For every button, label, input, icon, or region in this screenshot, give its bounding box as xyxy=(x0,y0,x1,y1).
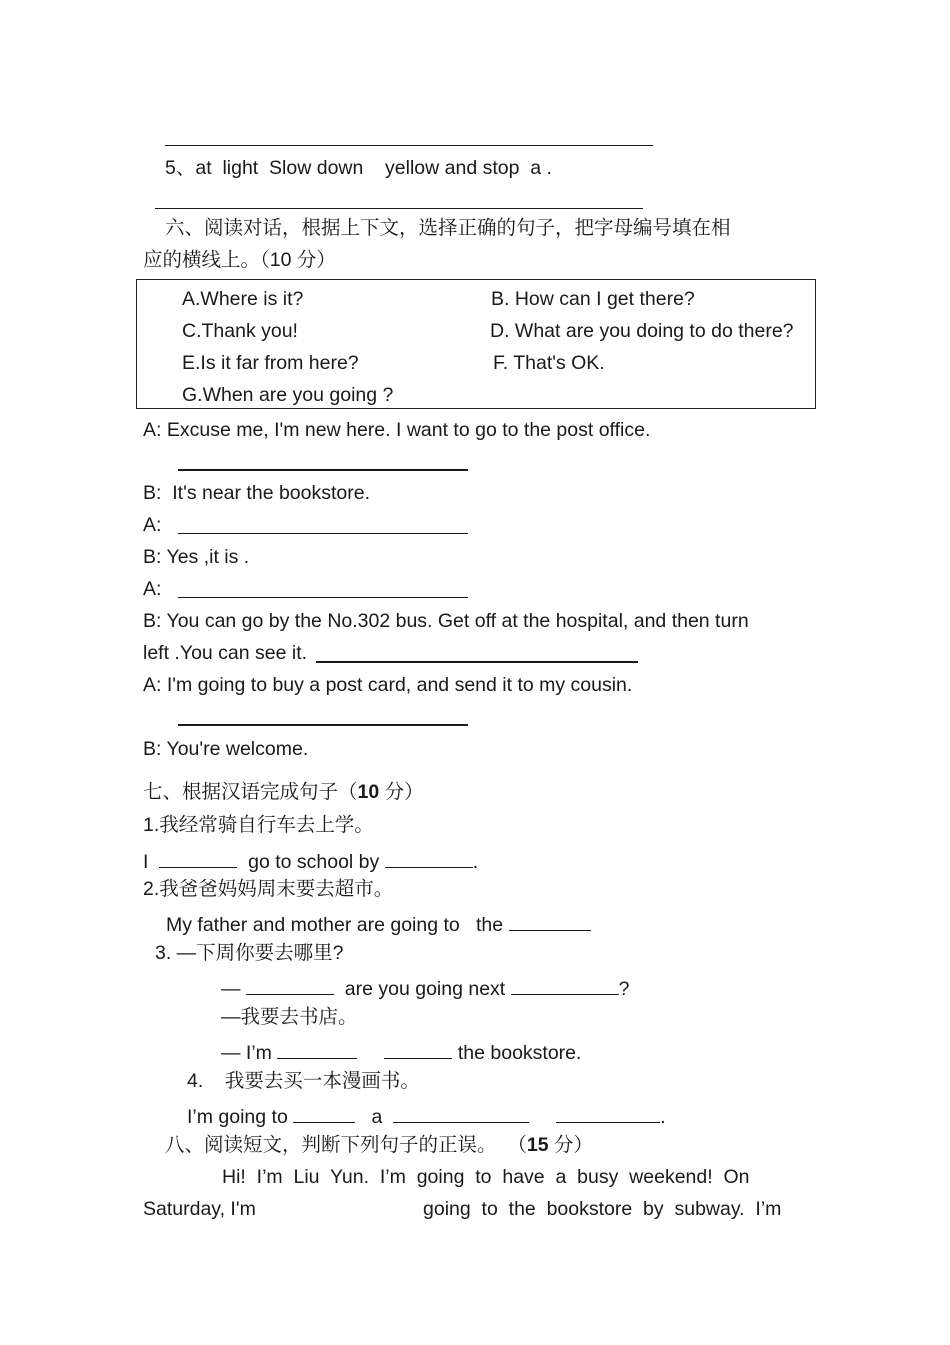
q3-blank-1[interactable] xyxy=(246,976,334,995)
q4-blank-3[interactable] xyxy=(556,1104,660,1123)
answer-line-4 xyxy=(165,145,653,146)
dialog-line-3: A: xyxy=(143,514,162,536)
q1-blank-2[interactable] xyxy=(385,849,473,868)
q3-answer-blank-1[interactable] xyxy=(277,1040,357,1059)
answer-blank-2[interactable] xyxy=(178,533,468,534)
item-5-text: 5、at light Slow down yellow and stop a . xyxy=(165,157,552,179)
passage-line-1: Hi! I’m Liu Yun. I’m going to have a busy weekend! On xyxy=(222,1166,750,1188)
q1-english: I go to school by . xyxy=(143,851,479,873)
q4-chinese: 4. 我要去买一本漫画书。 xyxy=(187,1070,420,1092)
answer-line-5 xyxy=(155,208,643,209)
option-c: C.Thank you! xyxy=(182,320,298,342)
option-d: D. What are you doing to do there? xyxy=(490,320,794,342)
passage-line-2a: Saturday, I'm xyxy=(143,1198,256,1220)
q4-blank-1[interactable] xyxy=(293,1104,355,1123)
q3-blank-2[interactable] xyxy=(511,976,619,995)
answer-blank-4[interactable] xyxy=(316,661,638,663)
section-7-heading: 七、根据汉语完成句子（10 分） xyxy=(143,781,424,803)
dialog-line-4: B: Yes ,it is . xyxy=(143,546,250,568)
q3-chinese: 3. —下周你要去哪里? xyxy=(155,942,344,964)
section-6-heading-line2: 应的横线上。（10 分） xyxy=(143,249,336,271)
q1-chinese: 1.我经常骑自行车去上学。 xyxy=(143,814,374,836)
answer-blank-3[interactable] xyxy=(178,597,468,598)
dialog-line-2: B: It's near the bookstore. xyxy=(143,482,371,504)
q2-blank[interactable] xyxy=(509,912,591,931)
option-f: F. That's OK. xyxy=(493,352,605,374)
answer-blank-1[interactable] xyxy=(178,469,468,471)
passage-line-2b: going to the bookstore by subway. I’m xyxy=(423,1198,782,1220)
q3-english: — are you going next ? xyxy=(221,978,630,1000)
q1-blank-1[interactable] xyxy=(159,849,237,868)
dialog-line-6: B: You can go by the No.302 bus. Get off at the hospital, and then turn xyxy=(143,610,749,632)
dialog-line-9: B: You're welcome. xyxy=(143,738,309,760)
q3-answer-chinese: —我要去书店。 xyxy=(221,1006,358,1028)
q2-english: My father and mother are going to the xyxy=(166,912,591,936)
option-a: A.Where is it? xyxy=(182,288,304,310)
answer-blank-5[interactable] xyxy=(178,724,468,726)
option-g: G.When are you going ? xyxy=(182,384,394,406)
dialog-line-5: A: xyxy=(143,578,162,600)
section-6-heading-line1: 六、阅读对话，根据上下文，选择正确的句子，把字母编号填在相 xyxy=(165,217,731,239)
dialog-line-8: A: I'm going to buy a post card, and send it to my cousin. xyxy=(143,674,633,696)
q4-blank-2[interactable] xyxy=(393,1104,529,1123)
dialog-line-7: left .You can see it. xyxy=(143,642,308,664)
q3-answer-blank-2[interactable] xyxy=(384,1040,452,1059)
section-8-heading: 八、阅读短文，判断下列句子的正误。 （15 分） xyxy=(165,1134,593,1156)
option-e: E.Is it far from here? xyxy=(182,352,359,374)
dialog-line-1: A: Excuse me, I'm new here. I want to go to the post office. xyxy=(143,419,651,441)
q2-chinese: 2.我爸爸妈妈周末要去超市。 xyxy=(143,878,394,900)
q3-answer-english: — I’m the bookstore. xyxy=(221,1042,582,1064)
option-b: B. How can I get there? xyxy=(491,288,695,310)
q4-english: I’m going to a . xyxy=(187,1106,666,1128)
